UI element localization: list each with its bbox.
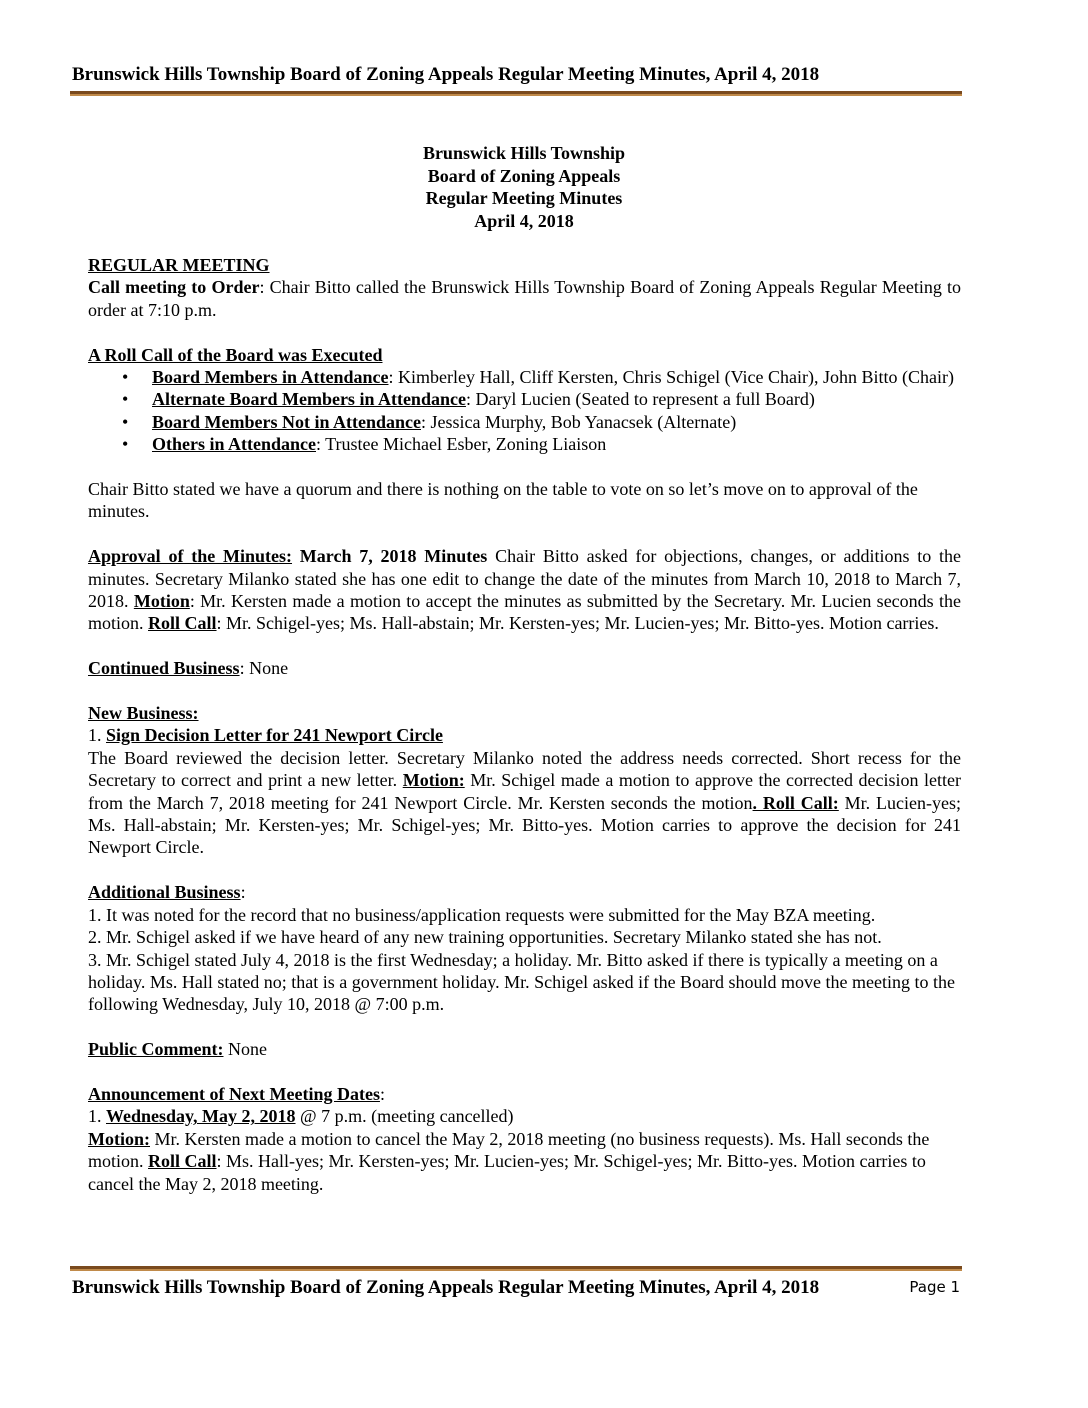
new-business-num: 1. bbox=[88, 725, 106, 746]
new-business-text-3: Mr. Lucien-yes; Ms. Hall-abstain; Mr. Kersten-yes; Mr. Schigel-yes; Mr. Bitto-yes. Motion carries to approve the decision for 241 Newport Circle. bbox=[88, 792, 962, 858]
announcement-num: 1. bbox=[88, 1106, 106, 1127]
announcement-label: Announcement of Next Meeting Dates bbox=[88, 1083, 380, 1104]
additional-item: 3. Mr. Schigel stated July 4, 2018 is the first Wednesday; a holiday. Mr. Bitto asked if there is typically a meeting on a holiday. Ms. Hall stated no; that is a government holiday. Mr. Schigel asked if the Board should move the meeting to the following Wednesday, July 10, 2018 @ 7:00 p.m. bbox=[88, 949, 956, 1015]
minutes-body bbox=[88, 254, 961, 1195]
attendance-text: : Trustee Michael Esber, Zoning Liaison bbox=[316, 434, 607, 455]
additional-business-heading bbox=[88, 881, 961, 903]
additional-item: 1. It was noted for the record that no business/application requests were submitted for the May BZA meeting. bbox=[88, 904, 876, 925]
announcement-text-1: Mr. Kersten made a motion to cancel the May 2, 2018 meeting (no business requests). Ms. Hall seconds the motion. bbox=[88, 1128, 930, 1172]
page-number: Page 1 bbox=[909, 1278, 960, 1296]
title-line-1: Brunswick Hills Township bbox=[422, 143, 626, 163]
title-line-4: April 4, 2018 bbox=[474, 210, 574, 231]
title-line-2: Board of Zoning Appeals bbox=[427, 165, 621, 186]
header-rule bbox=[70, 91, 962, 96]
continued-label: Continued Business bbox=[88, 658, 240, 679]
new-business-heading: New Business: bbox=[88, 703, 199, 724]
announcement-colon: : bbox=[379, 1083, 385, 1104]
approval-text-2: : Mr. Kersten made a motion to accept the minutes as submitted by the Secretary. Mr. Lucien seconds the motion. bbox=[88, 591, 962, 634]
regular-meeting-heading: REGULAR MEETING bbox=[88, 255, 270, 275]
announcement-paragraph bbox=[88, 1128, 961, 1195]
attendance-item bbox=[152, 366, 961, 388]
new-business-paragraph bbox=[88, 747, 961, 859]
announcement-roll-label: Roll Call bbox=[148, 1151, 217, 1172]
additional-item: 2. Mr. Schigel asked if we have heard of any new training opportunities. Secretary Milanko stated she has not. bbox=[88, 927, 882, 948]
attendance-label: Board Members Not in Attendance bbox=[152, 411, 421, 432]
attendance-label: Board Members in Attendance bbox=[152, 367, 389, 388]
attendance-text: : Kimberley Hall, Cliff Kersten, Chris Schigel (Vice Chair), John Bitto (Chair) bbox=[388, 367, 954, 388]
approval-motion-label: Motion bbox=[133, 591, 190, 612]
call-to-order-paragraph bbox=[88, 276, 961, 321]
announcement-heading bbox=[88, 1083, 961, 1105]
approval-text-3: : Mr. Schigel-yes; Ms. Hall-abstain; Mr. Kersten-yes; Mr. Lucien-yes; Mr. Bitto-yes. Motion carries. bbox=[216, 613, 939, 634]
continued-text: : None bbox=[239, 658, 289, 679]
approval-text-1: Chair Bitto asked for objections, changes, or additions to the minutes. Secretary Milanko stated she has one edit to change the date of the minutes from March 10, 2018 to March 7, 2018. bbox=[88, 546, 962, 612]
roll-call-heading: A Roll Call of the Board was Executed bbox=[88, 344, 383, 365]
new-business-text-2: Mr. Schigel made a motion to approve the corrected decision letter from the March 7, 2018 meeting for 241 Newport Circle. Mr. Kersten seconds the motion bbox=[88, 770, 961, 813]
attendance-item bbox=[152, 388, 961, 410]
public-comment-text: None bbox=[223, 1039, 267, 1060]
new-business-item bbox=[88, 724, 961, 746]
announcement-text-2: : Ms. Hall-yes; Mr. Kersten-yes; Mr. Lucien-yes; Mr. Schigel-yes; Mr. Bitto-yes. Motion carries to cancel the May 2, 2018 meeting. bbox=[88, 1151, 926, 1194]
new-business-roll-label: . Roll Call: bbox=[752, 792, 839, 813]
document-title bbox=[88, 142, 960, 232]
announcement-item-text: @ 7 p.m. (meeting cancelled) bbox=[295, 1106, 514, 1127]
attendance-label: Others in Attendance bbox=[152, 434, 316, 455]
quorum-paragraph: Chair Bitto stated we have a quorum and there is nothing on the table to vote on so let’s move on to approval of the minutes. bbox=[88, 479, 918, 522]
attendance-list bbox=[88, 366, 961, 456]
call-to-order-text: : Chair Bitto called the Brunswick Hills Township Board of Zoning Appeals Regular Meeting to order at 7:10 p.m. bbox=[88, 277, 961, 320]
announcement-item bbox=[88, 1105, 961, 1127]
attendance-item bbox=[152, 433, 961, 455]
approval-label: Approval of the Minutes: bbox=[88, 546, 293, 567]
approval-paragraph bbox=[88, 545, 961, 635]
announcement-date: Wednesday, May 2, 2018 bbox=[106, 1106, 296, 1127]
new-business-motion-label: Motion: bbox=[402, 770, 465, 791]
title-line-3: Regular Meeting Minutes bbox=[425, 188, 623, 208]
public-comment-label: Public Comment: bbox=[88, 1039, 224, 1060]
announcement-motion-label: Motion: bbox=[88, 1128, 150, 1149]
continued-business bbox=[88, 657, 961, 679]
call-to-order-label: Call meeting to Order bbox=[88, 277, 260, 298]
page-header: Brunswick Hills Township Board of Zoning Appeals Regular Meeting Minutes, April 4, 2018 bbox=[72, 64, 820, 85]
footer-rule bbox=[70, 1266, 962, 1271]
page-footer: Brunswick Hills Township Board of Zoning Appeals Regular Meeting Minutes, April 4, 2018 bbox=[72, 1277, 820, 1298]
new-business-item-label: Sign Decision Letter for 241 Newport Circle bbox=[106, 725, 443, 746]
approval-roll-label: Roll Call bbox=[148, 613, 217, 634]
public-comment bbox=[88, 1038, 961, 1060]
additional-label: Additional Business bbox=[88, 882, 241, 903]
attendance-item bbox=[152, 411, 961, 433]
attendance-text: : Jessica Murphy, Bob Yanacsek (Alternate) bbox=[420, 411, 737, 432]
additional-colon: : bbox=[240, 882, 246, 903]
new-business-text-1: The Board reviewed the decision letter. Secretary Milanko noted the address needs corrected. Short recess for the Secretary to correct and print a new letter. bbox=[88, 747, 961, 791]
attendance-text: : Daryl Lucien (Seated to represent a full Board) bbox=[465, 389, 815, 410]
attendance-label: Alternate Board Members in Attendance bbox=[152, 389, 466, 410]
approval-sub: March 7, 2018 Minutes bbox=[292, 546, 488, 567]
